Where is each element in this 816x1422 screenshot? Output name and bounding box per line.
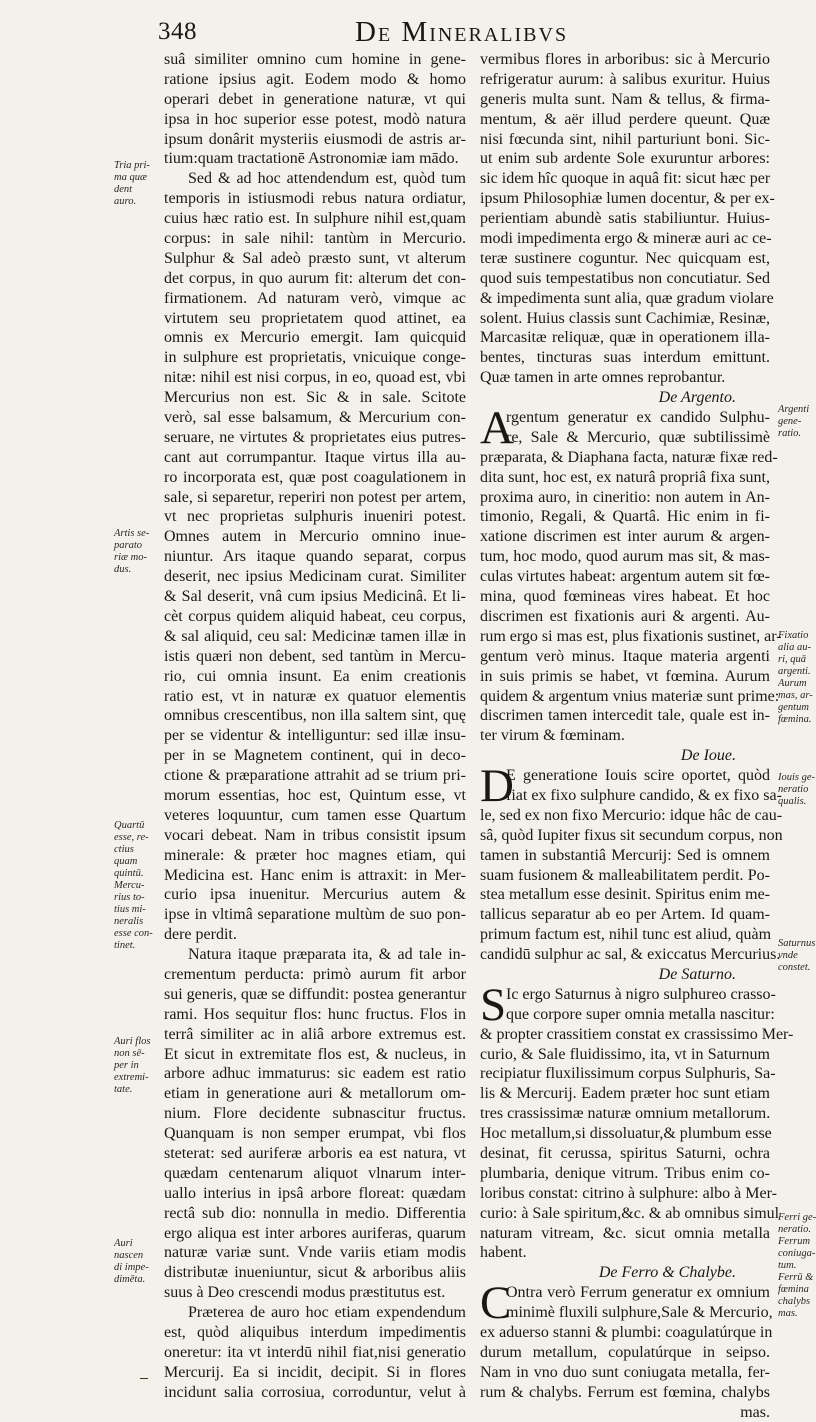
text-line: re, Sale & Mercurio, quæ subtilissimè	[506, 428, 770, 446]
text-line: ipsa in hoc superior esse potest, modò natura	[164, 110, 466, 128]
text-line: ex aduerso stanni & plumbi: coagulatúrque in	[480, 1324, 773, 1341]
text-line: nium. Flore decidente subnascitur fructus.	[164, 1105, 466, 1123]
text-line: perientiam abundè satis stabiliuntur. Huius-	[480, 210, 770, 228]
text-line: virtutem seu proprietatem quod attinet, ea	[164, 309, 466, 327]
text-line: sui generis, quæ se diffundit: postea generantur	[164, 985, 467, 1003]
text-line: morum essentias, hoc est, Quintum esse, vt	[164, 786, 466, 804]
marginal-note	[778, 1212, 816, 1320]
text-line: mentum, & aër illud perdere queunt. Quæ	[480, 110, 770, 128]
text-line: in sulphure est proprietatis, vnicuique conge-	[164, 349, 466, 367]
marginal-note-line: Artis se-	[114, 528, 150, 539]
text-line: teræ sustinere coguntur. Nec quicquam est,	[480, 249, 770, 267]
marginal-note-line: mas, ar-	[778, 690, 813, 701]
text-line: det corpus, in quo aurum fit: alterum det con-	[164, 269, 466, 287]
marginal-note-line: Quartū	[114, 820, 145, 831]
drop-capital: S	[480, 978, 507, 1031]
text-line: stea metallum esse desinit. Spiritus enim me-	[480, 886, 770, 904]
text-line: Omnes autem in Mercurio omnino inue-	[164, 528, 466, 546]
section-heading: De Argento.	[658, 389, 736, 407]
text-line: Et sicut in extremitate flos est, & nucleus, in	[164, 1045, 466, 1063]
text-line: curio ipsa inuenitur. Mercurius autem &	[164, 886, 466, 904]
marginal-note-line: parato	[114, 540, 143, 551]
text-line: Quæ tamen in arte omnes reprobantur.	[480, 369, 726, 387]
text-line: firmationem. Ad naturam verò, vimque ac	[164, 289, 466, 307]
marginal-note	[778, 404, 808, 440]
text-line: corpus: in sale nihil: tantùm in Mercurio.	[164, 230, 466, 248]
text-line: bentes, tincturas suas interdum emittunt.	[480, 349, 770, 367]
text-line: tres crassissimæ naturæ omnium metallorum.	[480, 1105, 771, 1123]
marginal-note-line: ma quæ	[114, 172, 147, 183]
marginal-note-line: Iouis ge-	[778, 772, 816, 783]
text-line: in suis primis se habet, vt fœmina. Aurum	[480, 667, 770, 685]
marginal-note-line: chalybs	[778, 1296, 811, 1307]
text-line: vermibus flores in arboribus: sic à Mercurio	[480, 51, 770, 68]
text-line: temporis in istiusmodi rebus natura ordiatur,	[164, 190, 466, 208]
marginal-note-line: ctius	[114, 844, 134, 855]
text-line: rum ergo si mas est, plus fixationis sustinet, ar-	[480, 627, 782, 645]
section-heading: De Saturno.	[658, 965, 736, 983]
marginal-note-line: neratio	[778, 784, 809, 795]
text-line: le, sed ex non fixo Mercurio: idque hâc de cau-	[480, 806, 783, 824]
marginal-note-line: tius mi-	[114, 904, 146, 915]
marginal-note-line: esse, re-	[114, 832, 149, 843]
drop-capital: A	[480, 402, 514, 455]
text-line: niuntur. Ars itaque quando separat, corpus	[164, 548, 466, 566]
marginal-note-line: quam	[114, 856, 138, 867]
text-line: vt nec proprietas sulphuris inueniri potest.	[164, 508, 466, 526]
text-line: Quanquam is non semper erumpat, vbi flos	[164, 1125, 466, 1143]
marginal-note-line: gentum	[778, 702, 809, 713]
text-line: rgentum generatur ex candido Sulphu- A	[480, 402, 770, 455]
text-line: oneretur: ita vt interdū nihil fiat,nisi generatio	[164, 1343, 466, 1361]
text-line: fiat ex fixo sulphure candido, & ex fixo sa-	[506, 786, 782, 804]
text-line: culas virtutes habeat: argentum autem sit fœ-	[480, 568, 770, 586]
text-line: dere perdit.	[164, 926, 237, 944]
text-line: cèt corpus quidem aliquid habeat, ceu corpus,	[164, 607, 466, 625]
text-line: refrigeratur aurum: à salibus exuritur. Huius	[480, 70, 770, 88]
text-line: seruare, ne virtutes & proprietates eius putres-	[164, 428, 466, 446]
text-line: istis quæri non debent, sed tantùm in Mercu-	[164, 647, 466, 665]
text-line: suâ similiter omnino cum homine in gene-	[164, 51, 466, 68]
text-line: modi impedimenta ergo & mineræ auri ac ce-	[480, 230, 772, 248]
marginal-note	[778, 938, 816, 974]
marginal-note	[114, 1238, 162, 1286]
marginal-note-line: tum.	[778, 1260, 797, 1271]
text-line: proxima auro, in cineritio: non autem in An-	[480, 488, 770, 506]
text-line: ut enim sub ardente Sole exuruntur arbores:	[480, 150, 770, 168]
text-line: crementum perducta: primò aurum fit arbor	[164, 965, 466, 983]
text-line: naturæ variæ sunt. Vnde variis etiam modis	[164, 1244, 466, 1262]
text-line: incidunt salia corrosiua, corroduntur, velut à	[164, 1383, 466, 1401]
marginal-note-line: non sē-	[114, 1048, 145, 1059]
page-number: 348	[158, 18, 197, 45]
text-line: per in se Magnetem continent, qui in deco-	[164, 747, 466, 765]
text-line: suam fusionem & malleabilitatem perdit. Po-	[480, 866, 770, 884]
text-line: mas.	[740, 1403, 770, 1421]
text-line: tamen in substantiâ Mercurij: Sed is omnem	[480, 846, 770, 864]
text-line: sâ, quòd Iupiter fixus sit secundum corpus, non	[480, 826, 783, 844]
marginal-note-line: gene-	[778, 416, 802, 427]
text-line: per se videntur & intelliguntur: sed illæ insu-	[164, 727, 466, 745]
marginal-note-line: Aurum	[778, 678, 807, 689]
text-line: desinat, fit cerussa, spiritus Saturni, ochra	[480, 1144, 770, 1162]
text-line: nitæ: nihil est nisi corpus, in eo, quoad est, vbi	[164, 369, 466, 387]
text-line: ctione & præparatione attrahit ad se trium pri-	[164, 767, 466, 785]
text-line: quod suis tempestatibus non concutiatur. Sed	[480, 269, 770, 287]
left-column	[164, 50, 466, 1403]
text-line: durum metallum, copulatúrque in seipso.	[480, 1343, 770, 1361]
marginal-note-line: dimēta.	[114, 1274, 146, 1285]
text-line: loribus constat: citrino à sulphure: albo à Mer-	[480, 1184, 777, 1202]
marginal-note-line: ratio.	[778, 428, 802, 439]
marginal-note-line: riæ mo-	[114, 552, 147, 563]
text-line: candidū sulphur ac sal, & exiccatus Mercurius.	[480, 946, 781, 964]
text-line: Sed & ad hoc attendendum est, quòd tum	[188, 170, 466, 188]
marginal-note-line: mas.	[778, 1308, 798, 1319]
marginal-note-line: tate.	[114, 1084, 133, 1095]
marginal-note-line: per in	[114, 1060, 139, 1071]
text-line: generis multa sunt. Nam & tellus, & firma-	[480, 90, 770, 108]
text-line: minimè fluxili sulphure,Sale & Mercurio,	[506, 1304, 773, 1322]
text-line: Mercurij. Ea si incidit, decipit. Si in flores	[164, 1363, 466, 1381]
text-line: suus à Deo crescendi modus præstitutus est.	[164, 1284, 446, 1302]
text-line: & sal aliquid, ceu sal: Medicinæ tamen illæ in	[164, 627, 466, 645]
text-line: cuius hæc ratio est. In sulphure nihil est,quam	[164, 210, 466, 228]
text-line: Natura itaque præparata ita, & ad tale in-	[188, 946, 466, 964]
text-line: omnis ex Mercurio emergit. Iam quicquid	[164, 329, 466, 347]
marginal-note	[114, 820, 162, 952]
text-line: tum, hoc modo, quod aurum mas sit, & mas-	[480, 548, 770, 566]
text-line: xatione discrimen est inter aurum & argen-	[480, 528, 770, 546]
drop-capital: C	[480, 1277, 512, 1330]
marginal-note-line: dus.	[114, 564, 132, 575]
text-line: verò, sal esse balsamum, & Mercurium con-	[164, 409, 466, 427]
text-line: veteres loquuntur, cum tamen esse Quartum	[164, 806, 466, 824]
marginal-note-line: constet.	[778, 962, 811, 973]
marginal-note	[778, 630, 813, 726]
marginal-note-line: alia au-	[778, 642, 811, 653]
text-line: ipsum donârit mysteriis eiusmodi de astris ar-	[164, 130, 466, 148]
marginal-note-line: fœmina	[778, 1284, 809, 1295]
text-line: curio, & Sale fluidissimo, ita, vt in Saturnum	[480, 1045, 770, 1063]
section-heading: De Ioue.	[680, 747, 736, 765]
text-line: steterat: sed auriferæ arboris ea est natura, vt	[164, 1144, 466, 1162]
marginal-note	[114, 528, 162, 576]
text-line: deserit, nec ipsius Medicinam curat. Similiter	[164, 568, 466, 586]
text-line: rami. Hos sequitur flos: hunc fructus. Flos in	[164, 1005, 466, 1023]
text-line: recipiatur fluxilissimum corpus Sulphuris, Sa-	[480, 1065, 776, 1083]
text-line: lis & Mercurij. Eadem præter hoc sunt etiam	[480, 1085, 770, 1103]
text-line: tium:quam tractationē Astronomiæ iam mādo.	[164, 150, 459, 168]
marginal-note-line: di impe-	[114, 1262, 149, 1273]
text-line: & Sal deserit, vnâ cum ipsius Medicinâ. Et li-	[164, 588, 466, 606]
marginal-note-line: Ferrū &	[778, 1272, 814, 1283]
marginal-note-line: Argenti	[778, 404, 810, 415]
text-line: ipsum Philosophiæ lumen docentur, & per ex-	[480, 190, 775, 208]
text-line: nisi fœcunda sint, nihil parturiunt boni. Sic-	[480, 130, 770, 148]
marginal-note-line: extremi-	[114, 1072, 149, 1083]
marginal-note-line: Saturnus	[778, 938, 816, 949]
text-line: uallo interius in ipsâ arbore floreat: quædam	[164, 1184, 466, 1202]
marginal-note-line: Tria pri-	[114, 160, 150, 171]
marginal-note-line: Ferri ge-	[778, 1212, 816, 1223]
text-line: gentum verò minus. Itaque materia argenti	[480, 647, 770, 665]
text-line: timonio, Regali, & Quartâ. Hic enim in fi-	[480, 508, 770, 526]
text-line: Marcasitæ reliquæ, quæ in operationem illa-	[480, 329, 770, 347]
text-line: ratione ipsius agit. Eodem modo & homo	[164, 70, 466, 88]
text-line: Præterea de auro hoc etiam expendendum	[188, 1304, 466, 1322]
marginal-note-line: tinet.	[114, 940, 136, 951]
text-line: Ontra verò Ferrum generatur ex omnium C	[480, 1277, 770, 1330]
text-line: plumbaria, denique vitrum. Tribus enim co-	[480, 1164, 770, 1182]
marginal-note-line: coniuga-	[778, 1248, 816, 1259]
text-line: Ic ergo Saturnus à nigro sulphureo crasso- S	[480, 978, 776, 1031]
text-line: dita sunt, hoc est, ex naturâ propriâ fixa sunt,	[480, 468, 770, 486]
text-line: Mercurius non est. Sic & in sale. Scitote	[164, 389, 466, 407]
text-line: quidem & argentum vnius materiæ sunt prime:	[480, 687, 780, 705]
text-line: ter virum & fœminam.	[480, 727, 625, 745]
text-line: naturam vitream, &c. sicut omnia metalla	[480, 1224, 770, 1242]
text-line: sic idem hîc quoque in aquâ fit: sicut hæc per	[480, 170, 771, 188]
drop-capital: D	[480, 760, 514, 813]
text-line: ro incorporata est, quæ post coagulationem in	[164, 468, 466, 486]
marginal-note-line: dent	[114, 184, 133, 195]
text-line: E generatione Iouis scire oportet, quòd D	[480, 760, 770, 813]
text-line: operari debet in generatione naturæ, vt qui	[164, 90, 466, 108]
text-line: solent. Huius classis sunt Cachimiæ, Resinæ,	[480, 309, 770, 327]
text-line: ratio est, vt in naturæ ex quatuor elementis	[164, 687, 466, 705]
text-line: Medicina est. Hanc enim is attraxit: in Mer-	[164, 866, 466, 884]
text-line: terrâ similiter ac in aliâ arbore extremus est.	[164, 1025, 466, 1043]
text-line: Nam in vno duo sunt coniugata metalla, fer-	[480, 1363, 770, 1381]
text-line: distributæ inueniuntur, sicut & arboribus aliis	[164, 1264, 466, 1282]
marginal-note-line: neralis	[114, 916, 144, 927]
text-line: est, quòd aliquibus interdum impedimentis	[164, 1324, 466, 1341]
text-line: que corpore super omnia metalla nascitur:	[506, 1005, 775, 1023]
marginal-note-line: Auri	[114, 1238, 133, 1249]
text-line: Hoc metallum,si dissoluatur,& plumbum esse	[480, 1125, 772, 1143]
marginal-note-line: auro.	[114, 196, 137, 207]
text-line: ipse in vltimâ separatione multùm de suo pon-	[164, 906, 466, 924]
text-line: mina, quod fœmineas vires habeat. Et hoc	[480, 588, 770, 606]
marginal-note-line: ri, quā	[778, 654, 807, 665]
marginal-note-line: Mercu-	[114, 880, 145, 891]
marginal-note-line: qualis.	[778, 796, 807, 807]
marginal-note-line: argenti.	[778, 666, 811, 677]
text-line: & propter crassitiem constat ex crassissimo Mer-	[480, 1025, 794, 1043]
text-line: curio: à Sale spiritum,&c. & ab omnibus simul	[480, 1204, 780, 1222]
text-line: Sulphur & Sal adeò præsto sunt, vt alterum	[164, 249, 466, 267]
marginal-note	[114, 1036, 162, 1096]
text-line: discrimen est fixationis auri & argenti. Au-	[480, 607, 770, 625]
text-line: & impedimenta sunt alia, quæ gradum violare	[480, 289, 774, 307]
bottom-mark	[140, 1378, 148, 1379]
text-line: discrimen tamen intercedit tale, quale est in-	[480, 707, 770, 725]
text-line: etiam in generatione auri & metallorum om-	[164, 1085, 466, 1103]
marginal-note-line: rius to-	[114, 892, 145, 903]
text-line: minerale: & præter hoc magnes etiam, qui	[164, 846, 466, 864]
text-line: vocari debeat. Nam in tribus consistit ipsum	[164, 826, 466, 844]
text-line: arbore adhuc immaturus: sic eadem est ratio	[164, 1065, 466, 1083]
text-line: quædam centenarum aliquot vlnarum inter-	[164, 1164, 466, 1182]
marginal-note	[778, 772, 816, 808]
text-line: sale, si separetur, reperiri non potest per artem,	[164, 488, 466, 506]
running-head: De Mineralibvs	[355, 16, 569, 48]
text-line: præparata, & Diaphana facta, naturæ fixæ red-	[480, 448, 778, 466]
text-line: habent.	[480, 1244, 527, 1262]
marginal-note-line: quintū.	[114, 868, 144, 879]
text-line: cant aut corrumpantur. Itaque virtus illa au-	[164, 448, 466, 466]
marginal-note	[114, 160, 162, 208]
text-line: primum factum est, nihil tunc est aliud, quàm	[480, 926, 772, 944]
section-heading: De Ferro & Chalybe.	[598, 1264, 736, 1282]
marginal-note-line: nascen	[114, 1250, 144, 1261]
marginal-note-line: neratio.	[778, 1224, 811, 1235]
marginal-note-line: Ferrum	[778, 1236, 811, 1247]
text-line: tallicus separatur ab eo per Artem. Id quam-	[480, 906, 770, 924]
marginal-note-line: vnde	[778, 950, 798, 961]
text-line: rio, cui omnia insunt. Ea enim creationis	[164, 667, 466, 685]
marginal-note-line: fœmina.	[778, 714, 812, 725]
text-line: omnibus crescentibus, non illa saltem sint, quę	[164, 707, 466, 725]
text-line: ergo aliqua est inter arbores auriferas, quarum	[164, 1224, 466, 1242]
text-line: rum & chalybs. Ferrum est fœmina, chalybs	[480, 1383, 770, 1401]
marginal-note-line: esse con-	[114, 928, 153, 939]
marginal-note-line: Auri flos	[114, 1036, 151, 1047]
marginal-note-line: Fixatio	[778, 630, 809, 641]
text-line: rectâ sub dio: nonnulla in medio. Differentia	[164, 1204, 466, 1222]
